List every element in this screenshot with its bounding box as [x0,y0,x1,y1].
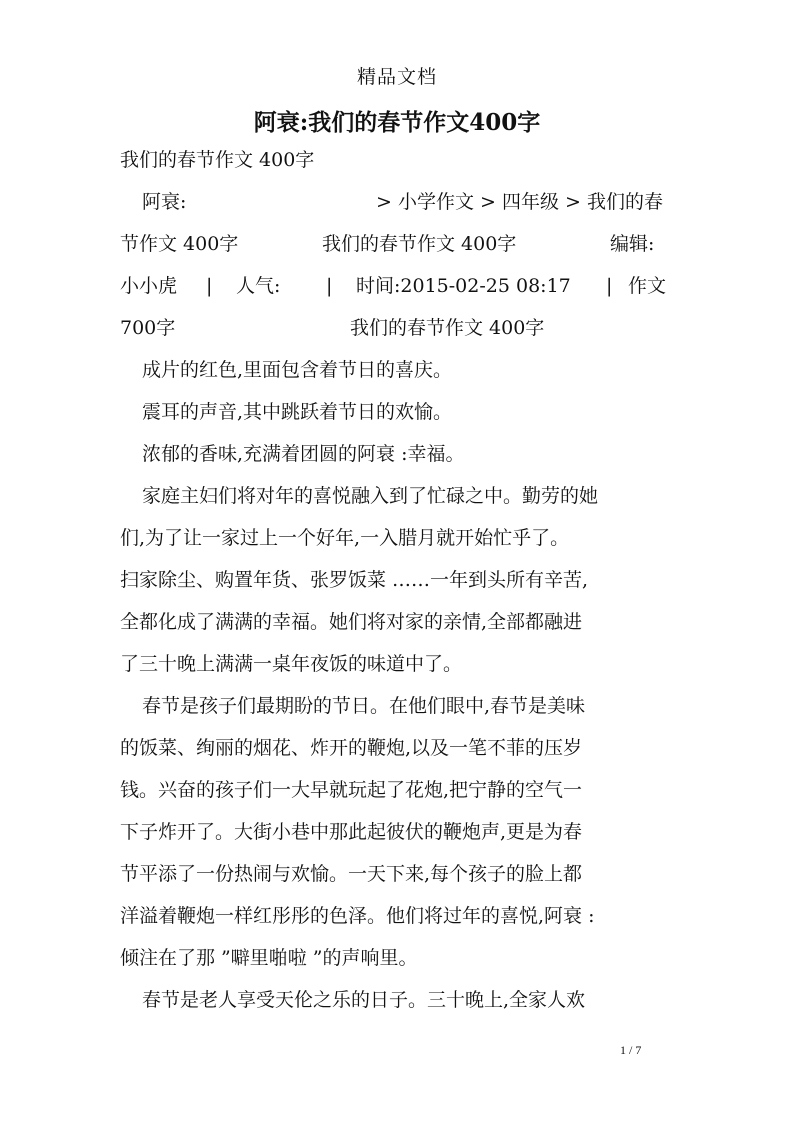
body-line: 成片的红色,里面包含着节日的喜庆。 [142,359,453,381]
wordcount-label: 作文 [628,275,667,297]
popularity-label: 人气: [236,275,281,297]
body-line: 的饭菜、绚丽的烟花、炸开的鞭炮,以及一笔不菲的压岁 [120,737,583,759]
body-line: 浓郁的香味,充满着团圆的阿衰 :幸福。 [142,443,465,465]
body-line: 们,为了让一家过上一个好年,一入腊月就开始忙乎了。 [120,527,570,549]
author-prefix: 阿衰: [142,191,187,213]
time-label: 时间:2015-02-25 08:17 [356,275,571,297]
body-line: 节平添了一份热闹与欢愉。一天下来,每个孩子的脸上都 [120,863,583,885]
editor-label: 编辑: [610,233,655,255]
body-line: 春节是老人享受天伦之乐的日子。三十晚上,全家人欢 [142,989,586,1011]
breadcrumb-continuation[interactable]: 节作文 400字 [120,233,239,255]
body-line: 钱。兴奋的孩子们一大早就玩起了花炮,把宁静的空气一 [120,779,583,801]
subtitle: 我们的春节作文 400字 [120,149,315,171]
document-title: 阿衰:我们的春节作文400字 [253,109,541,136]
body-line: 震耳的声音,其中跳跃着节日的欢愉。 [142,401,453,423]
separator: | [206,275,213,297]
body-line: 下子炸开了。大街小巷中那此起彼伏的鞭炮声,更是为春 [120,821,583,843]
page-number: 1 / 7 [620,1043,642,1057]
body-line: 了三十晚上满满一桌年夜饭的味道中了。 [120,653,463,675]
separator: | [326,275,333,297]
breadcrumb-title: 我们的春节作文 400字 [322,233,517,255]
body-line: 全都化成了满满的幸福。她们将对家的亲情,全部都融进 [120,611,583,633]
editor-name: 小小虎 [120,275,178,297]
article-title: 我们的春节作文 400字 [350,317,545,339]
wordcount-value: 700字 [120,317,176,339]
body-line: 洋溢着鞭炮一样红彤彤的色泽。他们将过年的喜悦,阿衰 : [120,905,595,927]
body-line: 家庭主妇们将对年的喜悦融入到了忙碌之中。勤劳的她 [142,485,599,507]
header-label: 精品文档 [356,66,437,88]
body-line: 扫家除尘、购置年货、张罗饭菜 ……一年到头所有辛苦, [120,569,589,591]
body-line: 倾注在了那 ”噼里啪啦 ”的声响里。 [120,947,418,969]
separator: | [606,275,613,297]
breadcrumb-link[interactable]: > 小学作文 > 四年级 > 我们的春 [376,191,663,213]
subtitle-line [120,147,680,173]
body-line: 春节是孩子们最期盼的节日。在他们眼中,春节是美味 [142,695,586,717]
